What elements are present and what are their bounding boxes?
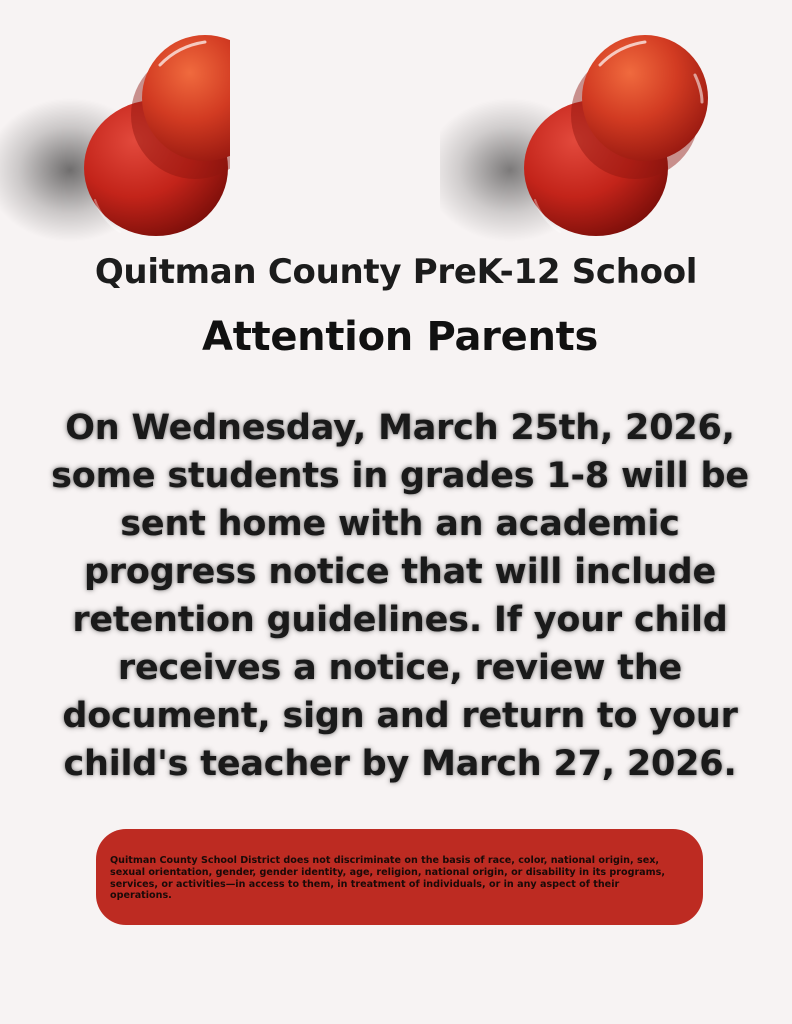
notice-message: On Wednesday, March 25th, 2026, some students in grades 1-8 will be sent home with an academic progress notice that will include retention guidelines. If your child receives a notice, review the document, sign and return to your child's teacher by March 27, 2026. [51,408,749,784]
nondiscrimination-banner [96,829,703,925]
school-name: Quitman County PreK-12 School [94,252,698,292]
pushpin-icon [0,20,230,260]
pushpin-icon [440,20,670,260]
page-title: Attention Parents [202,314,598,360]
nondiscrimination-statement: Quitman County School District does not discriminate on the basis of race, color, national origin, sex, sexual orientation, gender, gender identity, age, religion, national origin, or disability in its programs, services, or activities—in access to them, in treatment of individuals, or in any aspect of their operations. [110,855,666,902]
